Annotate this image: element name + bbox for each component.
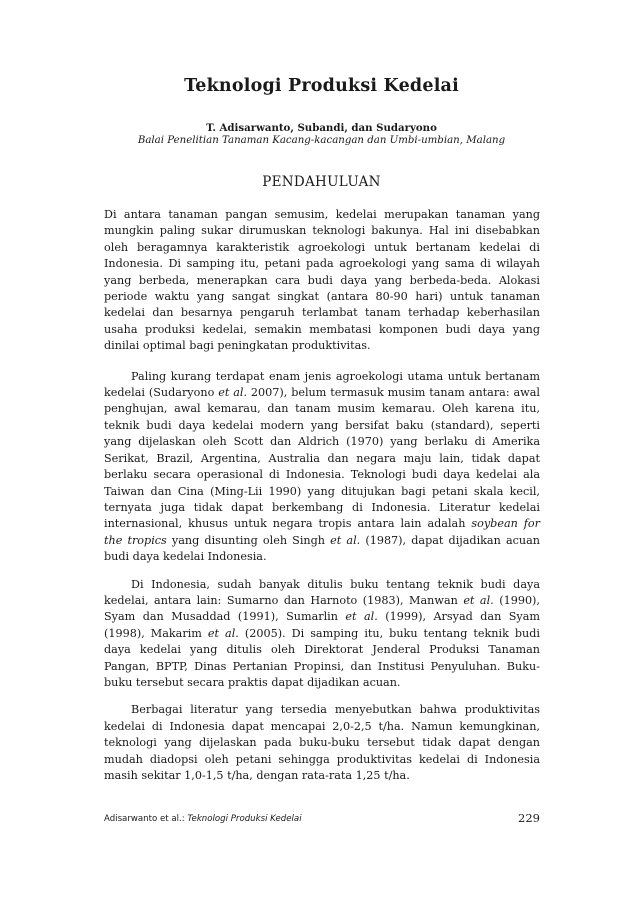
paper-title: Teknologi Produksi Kedelai	[184, 76, 459, 96]
body-text	[104, 207, 540, 795]
page-number: 229	[518, 811, 540, 825]
paragraph-1: Di antara tanaman pangan semusim, kedelai merupakan tanaman yang mungkin paling sukar dirumuskan teknologi bakunya. Hal ini disebabkan oleh beragamnya karakteristik agroekologi untuk bertanam kedelai di Indonesia. Di samping itu, petani pada agroekologi yang sama di wilayah yang berbeda, menerapkan cara budi daya yang berbeda-beda. Alokasi periode waktu yang sangat singkat (antara 80-90 hari) untuk tanaman kedelai dan besarnya pengaruh terlambat tanam terhadap keberhasilan usaha produksi kedelai, semakin membatasi komponen budi daya yang dinilai optimal bagi peningkatan produktivitas.	[104, 208, 540, 353]
italic-span: et al.	[330, 533, 361, 547]
paragraph-3	[104, 577, 540, 692]
paragraph-4: Berbagai literatur yang tersedia menyebutkan bahwa produktivitas kedelai di Indonesia dapat mencapai 2,0-2,5 t/ha. Namun kemungkinan, teknologi yang dijelaskan pada buku-buku tersebut tidak dapat dengan mudah diadopsi oleh petani sehingga produktivitas kedelai di Indonesia masih sekitar 1,0-1,5 t/ha, dengan rata-rata 1,25 t/ha.	[104, 703, 540, 782]
author-affiliation: Balai Penelitian Tanaman Kacang-kacangan dan Umbi-umbian, Malang	[137, 135, 506, 146]
section-heading: PENDAHULUAN	[262, 174, 381, 190]
paper-authors: T. Adisarwanto, Subandi, dan Sudaryono	[206, 122, 437, 134]
italic-span: et al.	[345, 610, 378, 624]
paragraph-2	[104, 369, 540, 566]
text-span: Paling kurang terdapat enam jenis agroekologi utama untuk bertanam kedelai (Sudaryono	[104, 369, 540, 400]
text-span: Di Indonesia, sudah banyak ditulis buku tentang teknik budi daya kedelai, antara lain: Sumarno dan Harnoto (1983), Manwan	[104, 577, 540, 607]
text-span: (1999), Arsyad dan Syam (1998), Makarim	[104, 610, 541, 640]
italic-span: soybean for the tropics	[104, 517, 540, 547]
text-span: (1987), dapat dijadikan acuan budi daya kedelai Indonesia.	[104, 533, 540, 564]
text-span: (2005). Di samping itu, buku tentang teknik budi daya kedelai yang ditulis oleh Direktorat Jenderal Produksi Tanaman Pangan, BPTP, Dinas Pertanian Propinsi, dan Institusi Penyuluhan. Buku-buku tersebut secara praktis dapat dijadikan acuan.	[104, 626, 540, 689]
text-span: (1990), Syam dan Musaddad (1991), Sumarlin	[104, 593, 540, 624]
footer-author: Adisarwanto et al.:	[104, 814, 188, 824]
running-footer	[104, 814, 302, 824]
italic-span: et al.	[463, 593, 494, 607]
italic-span: et al.	[218, 386, 248, 400]
footer-title: Teknologi Produksi Kedelai	[187, 814, 302, 824]
text-span: 2007), belum termasuk musim tanam antara: awal penghujan, awal kemarau, dan tanam musim kemarau. Oleh karena itu, teknik budi daya kedelai modern yang bersifat baku (standard), seperti yang dijelaskan oleh Scott dan Aldrich (1970) yang berlaku di Amerika Serikat, Brazil, Argentina, Australia dan negara maju lain, tidak dapat berlaku secara operasional di Indonesia. Teknologi budi daya kedelai ala Taiwan dan Cina (Ming-Lii 1990) yang ditujukan bagi petani skala kecil, ternyata juga tidak dapat berkembang di Indonesia. Literatur kedelai internasional, khusus untuk negara tropis antara lain adalah	[104, 386, 540, 531]
text-span: yang disunting oleh Singh	[166, 533, 331, 547]
italic-span: et al.	[207, 626, 239, 640]
